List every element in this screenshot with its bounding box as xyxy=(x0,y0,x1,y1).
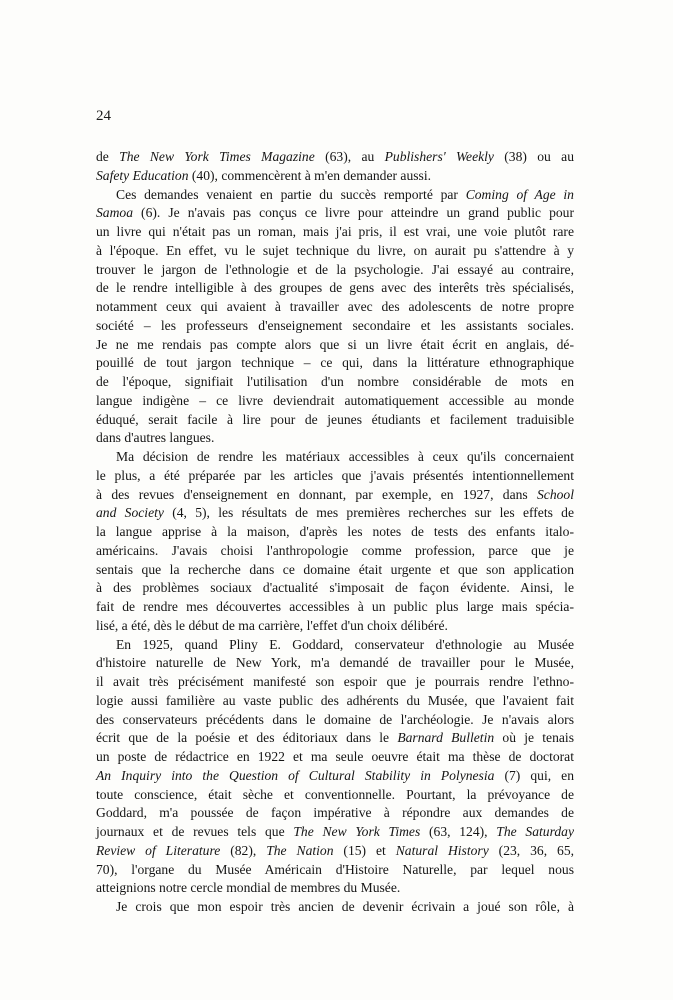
text-segment: Je ne me rendais pas compte alors que si un livre était écrit en anglais, dé- xyxy=(96,336,574,352)
text-segment: (38) ou au xyxy=(493,149,574,164)
body-text xyxy=(96,148,574,917)
text-line xyxy=(96,579,574,598)
text-segment: un poste de rédactrice en 1922 et ma seule oeuvre était ma thèse de doctorat xyxy=(96,749,574,764)
text-segment: fait de rendre mes découvertes accessibles à un public plus large mais spécia- xyxy=(96,599,574,614)
text-segment: d'histoire naturelle de New York, m'a demandé de travailler pour le Musée, xyxy=(96,655,574,671)
text-segment: (7) qui, en xyxy=(494,767,574,783)
text-line xyxy=(96,486,574,505)
text-segment: pouillé de tout jargon technique – ce qui, dans la littérature ethnographique xyxy=(96,355,574,371)
text-segment: société – les professeurs d'enseignement secondaire et les assistants sociales. xyxy=(96,317,574,333)
text-segment: Ma décision de rendre les matériaux accessibles à ceux qu'ils concernaient xyxy=(116,449,574,464)
text-segment: écrit que de la poésie et des éditoriaux dans le xyxy=(96,730,398,746)
text-segment: la langue apprise à la maison, d'après les notes de tests des enfants italo- xyxy=(96,524,574,539)
page-number: 24 xyxy=(96,108,111,124)
text-segment: des conservateurs précédents dans le domaine de l'archéologie. Je n'avais alors xyxy=(96,711,574,727)
italic-title: Natural History xyxy=(395,842,489,858)
text-line xyxy=(96,804,574,823)
text-segment: de xyxy=(96,149,120,164)
text-segment: langue indigène – ce livre deviendrait automatiquement accessible au monde xyxy=(96,392,574,408)
italic-title: Coming of Age in xyxy=(465,186,574,202)
text-segment: (63), au xyxy=(314,149,385,164)
text-segment: Ces demandes venaient en partie du succès remporté par xyxy=(116,186,466,202)
text-segment: En 1925, quand Pliny E. Goddard, conservateur d'ethnologie au Musée xyxy=(116,636,574,652)
text-line xyxy=(96,729,574,748)
text-line xyxy=(96,823,574,842)
text-segment: (40), commencèrent à m'en demander aussi. xyxy=(188,167,432,183)
text-segment: (6). Je n'avais pas conçus ce livre pour atteindre un grand public pour xyxy=(133,205,574,221)
text-line xyxy=(96,411,574,430)
text-segment: (23, 36, 65, xyxy=(488,842,575,858)
italic-title: Publishers' Weekly xyxy=(384,149,494,164)
text-line xyxy=(96,448,574,467)
text-line xyxy=(96,167,574,186)
italic-title: Review of Literature xyxy=(96,842,221,858)
italic-title: The Saturday xyxy=(496,824,574,839)
text-line xyxy=(96,879,574,898)
text-segment: il avait très précisément manifesté son espoir que je pourrais rendre l'ethno- xyxy=(96,674,574,689)
text-line xyxy=(96,354,574,373)
text-line xyxy=(96,636,574,655)
text-segment: (15) et xyxy=(333,842,396,858)
italic-title: and Society xyxy=(96,505,164,521)
text-line xyxy=(96,898,574,917)
text-line xyxy=(96,654,574,673)
italic-title: School xyxy=(537,486,574,502)
text-line xyxy=(96,279,574,298)
text-segment: sentais que la recherche dans ce domaine était urgente et que son application xyxy=(96,561,574,577)
text-segment: notamment ceux qui avaient à travailler avec des adolescents de notre propre xyxy=(96,299,574,314)
text-line xyxy=(96,148,574,167)
text-segment: journaux et de revues tels que xyxy=(96,824,294,839)
text-line xyxy=(96,298,574,317)
italic-title: The New York Times Magazine xyxy=(119,149,315,164)
text-line xyxy=(96,467,574,486)
italic-title: An Inquiry into the Question of Cultural Stability in Polynesia xyxy=(96,767,495,783)
text-line xyxy=(96,186,574,205)
italic-title: The Nation xyxy=(266,842,334,858)
text-line xyxy=(96,392,574,411)
text-segment: de l'époque, signifiait l'utilisation d'un nombre considérable de mots en xyxy=(96,374,574,389)
text-segment: de le rendre intelligible à des groupes de gens avec des interêts très spécialisés, xyxy=(96,280,574,296)
text-segment: Goddard, m'a poussée de façon impérative à répondre aux demandes de xyxy=(96,805,574,821)
italic-title: Barnard Bulletin xyxy=(397,730,495,746)
text-line xyxy=(96,842,574,861)
text-line xyxy=(96,336,574,355)
text-segment: américains. J'avais choisi l'anthropologie comme profession, parce que je xyxy=(96,542,574,558)
italic-title: Safety Education xyxy=(96,167,189,183)
text-segment: où je tenais xyxy=(494,730,574,746)
text-line xyxy=(96,786,574,805)
text-segment: (82), xyxy=(220,842,267,858)
italic-title: The New York Times xyxy=(293,824,421,839)
text-segment: dans d'autres langues. xyxy=(96,430,215,446)
text-segment: Je crois que mon espoir très ancien de devenir écrivain a joué son rôle, à xyxy=(116,899,574,914)
text-line xyxy=(96,504,574,523)
text-line xyxy=(96,261,574,280)
text-segment: logie aussi familière au vaste public des adhérents du Musée, que l'avaient fait xyxy=(96,692,574,708)
text-line xyxy=(96,673,574,692)
text-segment: trouver le jargon de l'ethnologie et de la psychologie. J'ai essayé au contraire, xyxy=(96,261,574,277)
text-line xyxy=(96,561,574,580)
text-segment: (4, 5), les résultats de mes premières recherches sur les effets de xyxy=(163,505,574,521)
text-line xyxy=(96,242,574,261)
text-line xyxy=(96,617,574,636)
text-segment: un livre qui n'était pas un roman, mais j'ai pris, il est vrai, une voie plutôt rare xyxy=(96,224,574,239)
text-line xyxy=(96,204,574,223)
text-line xyxy=(96,748,574,767)
text-segment: 70), l'organe du Musée Américain d'Histoire Naturelle, par lequel nous xyxy=(96,861,574,877)
text-segment: à l'époque. En effet, vu le sujet technique du livre, on aurait pu s'attendre à y xyxy=(96,242,574,258)
text-segment: lisé, a été, dès le début de ma carrière, l'effet d'un choix délibéré. xyxy=(96,617,448,633)
text-line xyxy=(96,692,574,711)
italic-title: Samoa xyxy=(96,205,134,221)
text-segment: atteignions notre cercle mondial de membres du Musée. xyxy=(96,880,401,896)
text-segment: le plus, a été préparée par les articles que j'avais présentés intentionnellement xyxy=(96,467,574,483)
text-line xyxy=(96,861,574,880)
text-segment: (63, 124), xyxy=(420,824,497,839)
text-line xyxy=(96,223,574,242)
text-line xyxy=(96,767,574,786)
text-line xyxy=(96,429,574,448)
text-segment: à des revues d'enseignement en donnant, par exemple, en 1927, dans xyxy=(96,486,537,502)
text-segment: éduqué, serait facile à lire pour de jeunes étudiants et facilement traduisible xyxy=(96,411,574,427)
text-line xyxy=(96,598,574,617)
text-line xyxy=(96,542,574,561)
text-line xyxy=(96,523,574,542)
text-line xyxy=(96,711,574,730)
text-line xyxy=(96,317,574,336)
text-segment: toute conscience, était sèche et conventionnelle. Pourtant, la prévoyance de xyxy=(96,786,574,802)
text-segment: à des problèmes sociaux d'actualité s'imposait de façon évidente. Ainsi, le xyxy=(96,580,574,596)
text-line xyxy=(96,373,574,392)
